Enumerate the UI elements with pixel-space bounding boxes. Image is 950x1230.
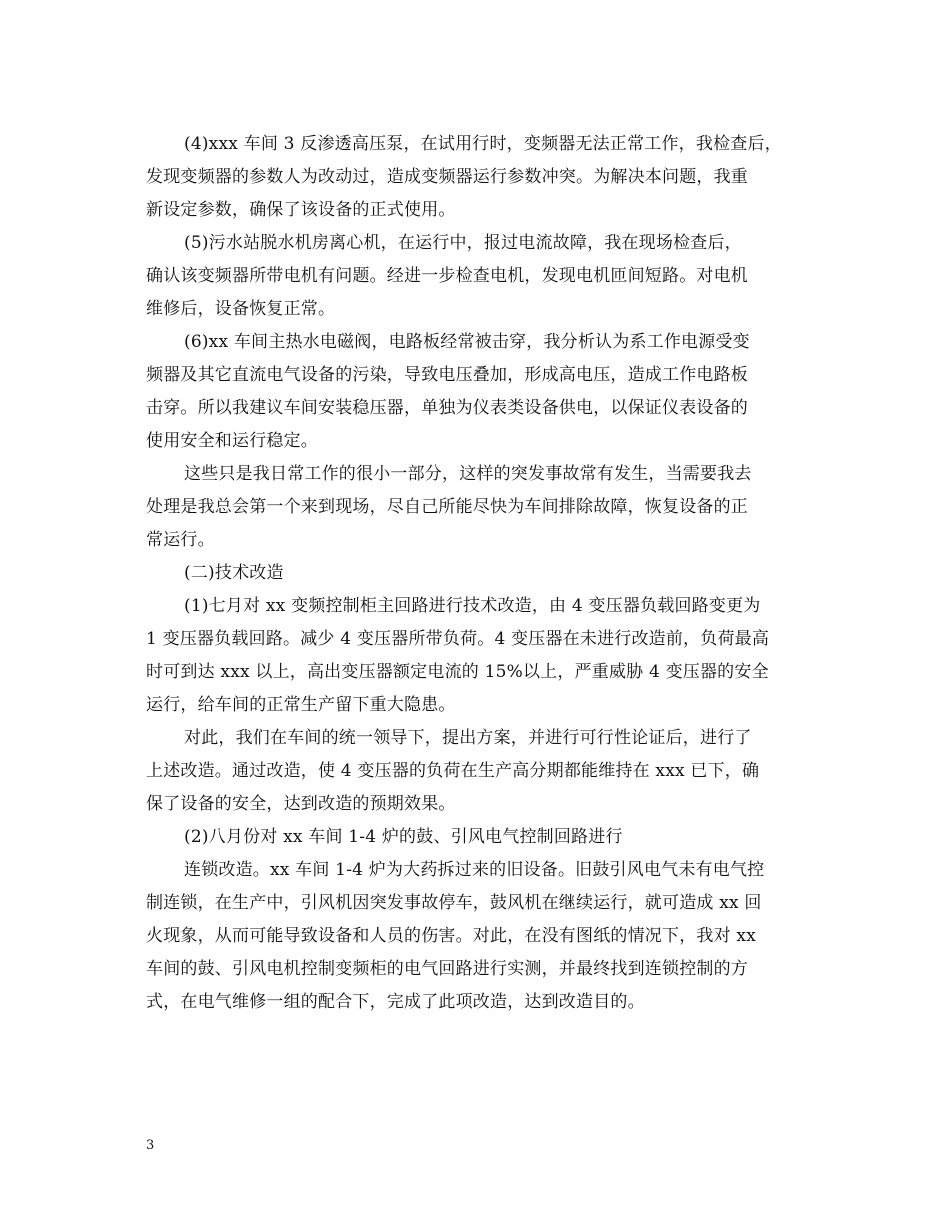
text-line: 制连锁，在生产中，引风机因突发事故停车，鼓风机在继续运行，就可造成 xx 回	[146, 893, 762, 913]
text-line: 维修后，设备恢复正常。	[146, 299, 336, 319]
text-line: 火现象，从而可能导致设备和人员的伤害。对此，在没有图纸的情况下，我对 xx	[146, 926, 756, 946]
text-line: 使用安全和运行稳定。	[146, 431, 318, 451]
text-line: 车间的鼓、引风电机控制变频柜的电气回路进行实测，并最终找到连锁控制的方	[146, 959, 748, 979]
text-line: 运行，给车间的正常生产留下重大隐患。	[146, 695, 456, 715]
text-line: 这些只是我日常工作的很小一部分，这样的突发事故常有发生，当需要我去	[184, 464, 752, 484]
text-line: 确认该变频器所带电机有问题。经进一步检查电机，发现电机匝间短路。对电机	[146, 266, 748, 286]
text-line: 常运行。	[146, 530, 215, 550]
text-line: 连锁改造。xx 车间 1-4 炉为大药拆过来的旧设备。旧鼓引风电气未有电气控	[184, 860, 765, 880]
text-line: 式，在电气维修一组的配合下，完成了此项改造，达到改造目的。	[146, 992, 645, 1012]
text-line: 处理是我总会第一个来到现场，尽自己所能尽快为车间排除故障，恢复设备的正	[146, 497, 748, 517]
text-line: (5)污水站脱水机房离心机，在运行中，报过电流故障，我在现场检查后，	[184, 233, 742, 253]
text-line: 发现变频器的参数人为改动过，造成变频器运行参数冲突。为解决本问题，我重	[146, 167, 748, 187]
text-line: 1 变压器负载回路。减少 4 变压器所带负荷。4 变压器在未进行改造前，负荷最高	[146, 629, 770, 649]
text-line: 新设定参数，确保了该设备的正式使用。	[146, 200, 456, 220]
text-line: (6)xx 车间主热水电磁阀，电路板经常被击穿，我分析认为系工作电源受变	[184, 332, 750, 352]
text-line: (2)八月份对 xx 车间 1-4 炉的鼓、引风电气控制回路进行	[184, 827, 623, 847]
text-line: (二)技术改造	[184, 563, 284, 583]
text-line: 上述改造。通过改造，使 4 变压器的负荷在生产高分期都能维持在 xxx 已下，确	[146, 761, 760, 781]
text-line: 保了设备的安全，达到改造的预期效果。	[146, 794, 456, 814]
document-body	[146, 128, 810, 1019]
text-line: (1)七月对 xx 变频控制柜主回路进行技术改造，由 4 变压器负载回路变更为	[184, 596, 761, 616]
text-line: 对此，我们在车间的统一领导下，提出方案，并进行可行性论证后，进行了	[184, 728, 752, 748]
text-line: (4)xxx 车间 3 反渗透高压泵，在试用行时，变频器无法正常工作，我检查后，	[184, 134, 782, 154]
text-line: 时可到达 xxx 以上，高出变压器额定电流的 15%以上，严重威胁 4 变压器的安全	[146, 662, 769, 682]
page-number: 3	[146, 1138, 155, 1153]
text-line: 击穿。所以我建议车间安装稳压器，单独为仪表类设备供电，以保证仪表设备的	[146, 398, 748, 418]
text-line: 频器及其它直流电气设备的污染，导致电压叠加，形成高电压，造成工作电路板	[146, 365, 748, 385]
